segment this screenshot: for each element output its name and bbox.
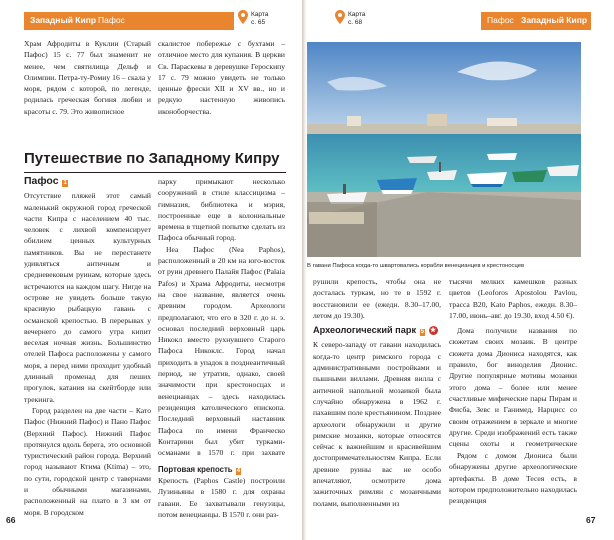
star-icon: ★ — [429, 327, 437, 335]
pafos-paragraph-2: Город разделен на две части – Като Пафос (Нижний Пафос) и Пано Пафос (Верхний Пафос). Нижний Пафос протянулся вдоль берега, это основной туристический район города. Верхний город называют Ктима (Ktima) – это, по сути, городской центр с тавернами и обычными магазинами, расположенный на плато в 3 км от моря. В городском — [24, 405, 151, 517]
photo-caption: В гавани Пафоса когда-то швартовались корабли венецианцев и крестоносцев — [307, 263, 525, 269]
arch-park-heading — [313, 325, 441, 336]
intro-column-2 — [158, 38, 285, 117]
header-region: Западный Кипр — [521, 15, 588, 25]
right-page — [307, 0, 614, 540]
map-ref-label: Карта — [251, 11, 269, 18]
section-rule — [24, 172, 286, 173]
fort-heading — [158, 464, 285, 475]
nea-pafos-paragraph: Неа Пафос (Nea Paphos), расположенный в 20 км на юго-восток от руин древнего Палайя Пафос (Palaia Pafos) и Храма Афродиты, несмотря на свое название, является очень древним городом. Археологи предполагают, что его в 320 г. до н. э. основал последний верховный царь Никокл вместо рухнувшего Старого Пафоса Никоклс. Город начал приходить в упадок в позднеантичный период, не утратив, однако, своей значимости при крестоносцах и венецианцах – здесь находилась резиденция католического епископа. Последний верховный наставник Пафоса по имени Франческо Контарини был убит турками-османами в 1570 г. при захвате — [158, 244, 285, 458]
pafos-paragraph-1: Отсутствие пляжей этот самый маленький окружной город греческой части Кипра с населением 40 тыс. человек с лихвой компенсирует обилием ценных культурных памятников. Вы не перестанете удивляться античным и средневековым руинам, которые здесь встречаются на каждом шагу. Нигде на острове не увидеть больше такую красивую рыбацкую гавань с османской крепостью. В перерывах у вечернего до самого утра кипит веселая ночная жизнь. Большинство отелей Пафоса расположены у самого моря, а перед ними проходит удобный длинный променад для пеших прогулок, катания на скейтборде или трекинга. — [24, 191, 151, 404]
right-column-1 — [313, 276, 441, 509]
fort-continued-paragraph: рушили крепость, чтобы она не досталась туркам, но те в 1592 г. восстановили ее (ежедн. 8.30–17.00, летом до 19.30). — [313, 277, 441, 320]
map-ref-page: с. 68 — [348, 19, 363, 26]
header-region: Западный Кипр — [30, 15, 97, 25]
pafos-column-2 — [158, 176, 285, 520]
running-header — [481, 12, 591, 30]
right-column-2 — [449, 276, 577, 507]
intro-text-1: Храм Афродиты в Куклии (Старый Пафос) 15 с. 77 был знаменит не менее, чем святилища Дельф и Олимпии. Петра-ту-Ромиу 16 – скала у моря, рядом с которой, по легенде, родилась греческая богиня любви и красоты с. 79. Это живописное — [24, 39, 151, 116]
opening-hours-paragraph: тысячи мелких камешков разных цветов (Leoforos Apostolou Pavlou, трасса B20, Kato Paphos, ежедн. 8.30–17.00, июнь–авг. до 19.30, вход 4.50 €). — [449, 277, 577, 320]
map-pin-icon — [238, 10, 248, 24]
page-number-right: 67 — [586, 515, 596, 525]
harbour-illustration — [307, 42, 581, 257]
pafos-heading-text: Пафос — [24, 175, 59, 187]
arch-park-heading-text: Археологический парк — [313, 325, 417, 336]
page-number-left: 66 — [6, 515, 16, 525]
map-reference — [348, 11, 365, 27]
intro-text-2: скалистое побережье с бухтами – отличное место для купания. В церкви Св. Параскевы в деревушке Героскипу 17 с. 79 можно увидеть не только ценные фрески XII и XV вв., но и редкую настенную живопись иконоборчества. — [158, 39, 285, 116]
mosaic-houses-paragraph: Дома получили названия по сюжетам своих мозаик. В центре сюжета дома Диониса находятся, как правило, бог виноделия Дионис. Другие популярные мотивы мозаики этого дома – более или менее счастливые мифические пары Пирам и Фисба, Зевс и Ганимед, Нарцисс со своим отражением в зеркале и многие другие. Среди изображений есть также сцены охоты и геометрические — [449, 326, 577, 449]
arch-park-paragraph: К северо-западу от гавани находилась когда-то центр римского города с административными постройками и пышными виллами. Древняя вилла с античной напольной мозаикой была случайно обнаружена в 1962 г. пахавшим поле крестьянином. Позднее археологи обнаружили и другие римские мозаики, которые относятся сейчас к важнейшим и красивейшим достопримечательностям Кипра. Если древние руины вас не особо впечатляют, осмотрите дома зажиточных римлян с мозаичными полами, выполненными из — [313, 340, 441, 508]
fort-paragraph: Крепость (Paphos Castle) построили Лузиньяны в 1580 г. для охраны гавани. Ее захватывали генуэзцы, потом венецианцы. В 1570 г. они раз- — [158, 476, 285, 519]
running-header — [24, 12, 234, 30]
theseus-paragraph: Рядом с домом Диониса были обнаружены другие археологические артефакты. В доме Тесея есть, в котором предположительно находилась резиденция — [449, 451, 577, 506]
map-pin-icon — [335, 10, 345, 24]
map-reference — [251, 11, 268, 27]
left-page — [0, 0, 302, 540]
map-ref-label: Карта — [348, 11, 366, 18]
arch-park-number-badge: 5 — [420, 329, 424, 336]
header-town: Пафос — [98, 15, 125, 25]
fort-heading-text: Портовая крепость — [158, 464, 233, 474]
pafos-column-1 — [24, 176, 151, 518]
pafos-number-badge: 1 — [63, 180, 67, 186]
pafos-heading — [24, 176, 151, 187]
harbour-photo — [307, 42, 581, 257]
park-paragraph: парку примыкают несколько сооружений в стиле классицизма – гимназия, библиотека и мэрия, построенные еще в колониальные времена в тщетной попытке сделать из Пафоса обычный город. — [158, 177, 285, 243]
section-title: Путешествие по Западному Кипру — [24, 150, 280, 167]
fort-number-badge: 4 — [236, 467, 241, 474]
header-town: Пафос — [487, 15, 514, 25]
map-ref-page: с. 65 — [251, 19, 266, 26]
intro-column-1 — [24, 38, 151, 117]
